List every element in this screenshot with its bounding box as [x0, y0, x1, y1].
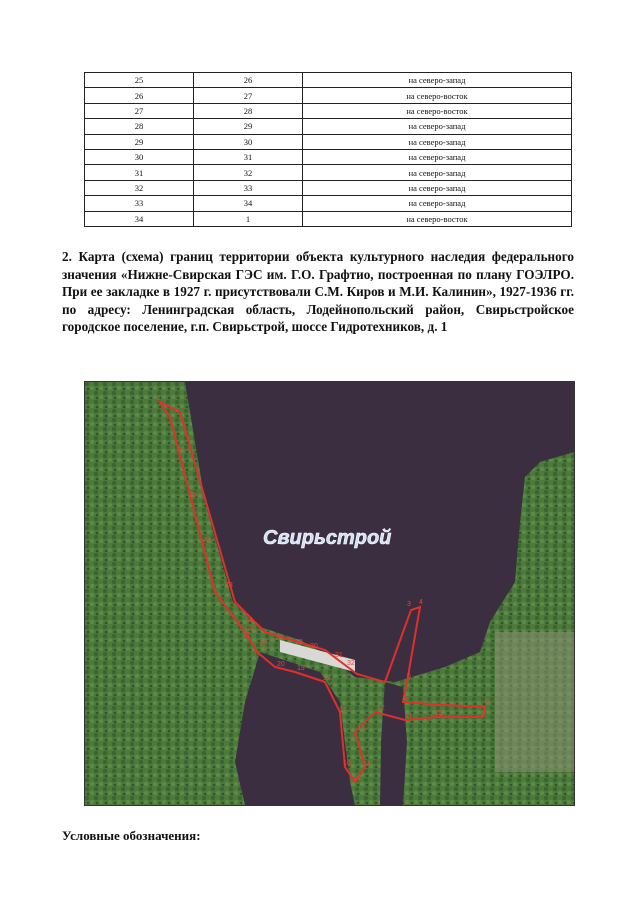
- boundary-point-label: 10: [435, 710, 443, 717]
- boundary-point-label: 29: [295, 639, 303, 646]
- point-from-cell: 27: [85, 103, 194, 118]
- boundary-point-label: 26: [177, 447, 185, 454]
- direction-cell: на северо-запад: [303, 134, 572, 149]
- point-to-cell: 32: [194, 165, 303, 180]
- point-from-cell: 31: [85, 165, 194, 180]
- point-from-cell: 33: [85, 196, 194, 211]
- boundary-point-label: 27: [243, 632, 251, 639]
- boundary-point-label: 5: [407, 673, 411, 680]
- boundary-point-label: 17: [339, 707, 347, 714]
- boundary-point-label: 11: [405, 713, 413, 720]
- section-heading: [62, 248, 574, 336]
- point-to-cell: 33: [194, 180, 303, 195]
- point-from-cell: 28: [85, 119, 194, 134]
- boundary-point-label: 14: [363, 761, 371, 768]
- town-label: Свирьстрой: [263, 527, 392, 549]
- point-from-cell: 25: [85, 73, 194, 88]
- direction-cell: на северо-запад: [303, 149, 572, 164]
- point-to-cell: 27: [194, 88, 303, 103]
- table-row: [85, 211, 572, 226]
- boundary-points-table: [84, 72, 572, 227]
- point-from-cell: 32: [85, 180, 194, 195]
- direction-cell: на северо-запад: [303, 180, 572, 195]
- boundary-point-label: 15: [353, 775, 361, 782]
- point-from-cell: 29: [85, 134, 194, 149]
- direction-cell: на северо-запад: [303, 196, 572, 211]
- table-row: [85, 180, 572, 195]
- boundary-point-label: 30: [310, 643, 318, 650]
- table-row: [85, 119, 572, 134]
- boundary-point-label: 13: [357, 725, 365, 732]
- boundary-point-label: 22: [247, 625, 255, 632]
- table-row: [85, 103, 572, 118]
- point-to-cell: 34: [194, 196, 303, 211]
- direction-cell: на северо-запад: [303, 119, 572, 134]
- boundary-point-label: 1: [157, 395, 161, 402]
- point-to-cell: 30: [194, 134, 303, 149]
- boundary-point-label: 4: [419, 599, 423, 606]
- table-row: [85, 73, 572, 88]
- boundary-point-label: 34: [245, 617, 253, 624]
- point-to-cell: 29: [194, 119, 303, 134]
- section-number: 2.: [62, 249, 72, 264]
- direction-cell: на северо-восток: [303, 103, 572, 118]
- point-from-cell: 34: [85, 211, 194, 226]
- direction-cell: на северо-запад: [303, 165, 572, 180]
- direction-cell: на северо-восток: [303, 211, 572, 226]
- boundary-point-label: 12: [377, 705, 385, 712]
- boundary-point-label: 19: [297, 665, 305, 672]
- boundary-point-label: 18: [323, 675, 331, 682]
- town-area: [495, 632, 574, 772]
- table-row: [85, 165, 572, 180]
- boundary-point-label: 3: [407, 601, 411, 608]
- boundary-point-label: 20: [277, 661, 285, 668]
- boundary-point-label: 8: [485, 699, 489, 706]
- boundary-point-label: 2: [175, 407, 179, 414]
- point-from-cell: 30: [85, 149, 194, 164]
- table-row: [85, 134, 572, 149]
- territory-map: [84, 381, 575, 806]
- boundary-point-label: 23: [225, 582, 233, 589]
- boundary-point-label: 16: [343, 760, 351, 767]
- direction-cell: на северо-запад: [303, 73, 572, 88]
- point-to-cell: 28: [194, 103, 303, 118]
- boundary-point-label: 25: [189, 492, 197, 499]
- section-text: Карта (схема) границ территории объекта культурного наследия федерального значения «Нижне-Свирская ГЭС им. Г.О. Графтио, построенная по плану ГОЭЛРО. При ее закладке в 1927 г. присутствовали С.М. Киров и М.И. Калинин», 1927-1936 гг. по адресу: Ленинградская область, Лодейнопольский район, Свирьстройское городское поселение, г.п. Свирьстрой, шоссе Гидротехников, д. 1: [62, 249, 574, 335]
- map-image: [85, 382, 574, 805]
- boundary-point-label: 6: [403, 695, 407, 702]
- boundary-point-label: 24: [203, 537, 211, 544]
- point-to-cell: 31: [194, 149, 303, 164]
- boundary-point-label: 9: [481, 711, 485, 718]
- boundary-point-label: 31: [335, 652, 343, 659]
- boundary-point-label: 7: [443, 697, 447, 704]
- boundary-point-label: 21: [260, 645, 268, 652]
- table-row: [85, 196, 572, 211]
- legend-title: Условные обозначения:: [62, 828, 201, 843]
- point-to-cell: 26: [194, 73, 303, 88]
- boundary-point-label: 32: [347, 660, 355, 667]
- table-row: [85, 149, 572, 164]
- point-to-cell: 1: [194, 211, 303, 226]
- boundary-point-label: 33: [260, 639, 268, 646]
- table-row: [85, 88, 572, 103]
- boundary-point-label: 28: [275, 635, 283, 642]
- direction-cell: на северо-восток: [303, 88, 572, 103]
- point-from-cell: 26: [85, 88, 194, 103]
